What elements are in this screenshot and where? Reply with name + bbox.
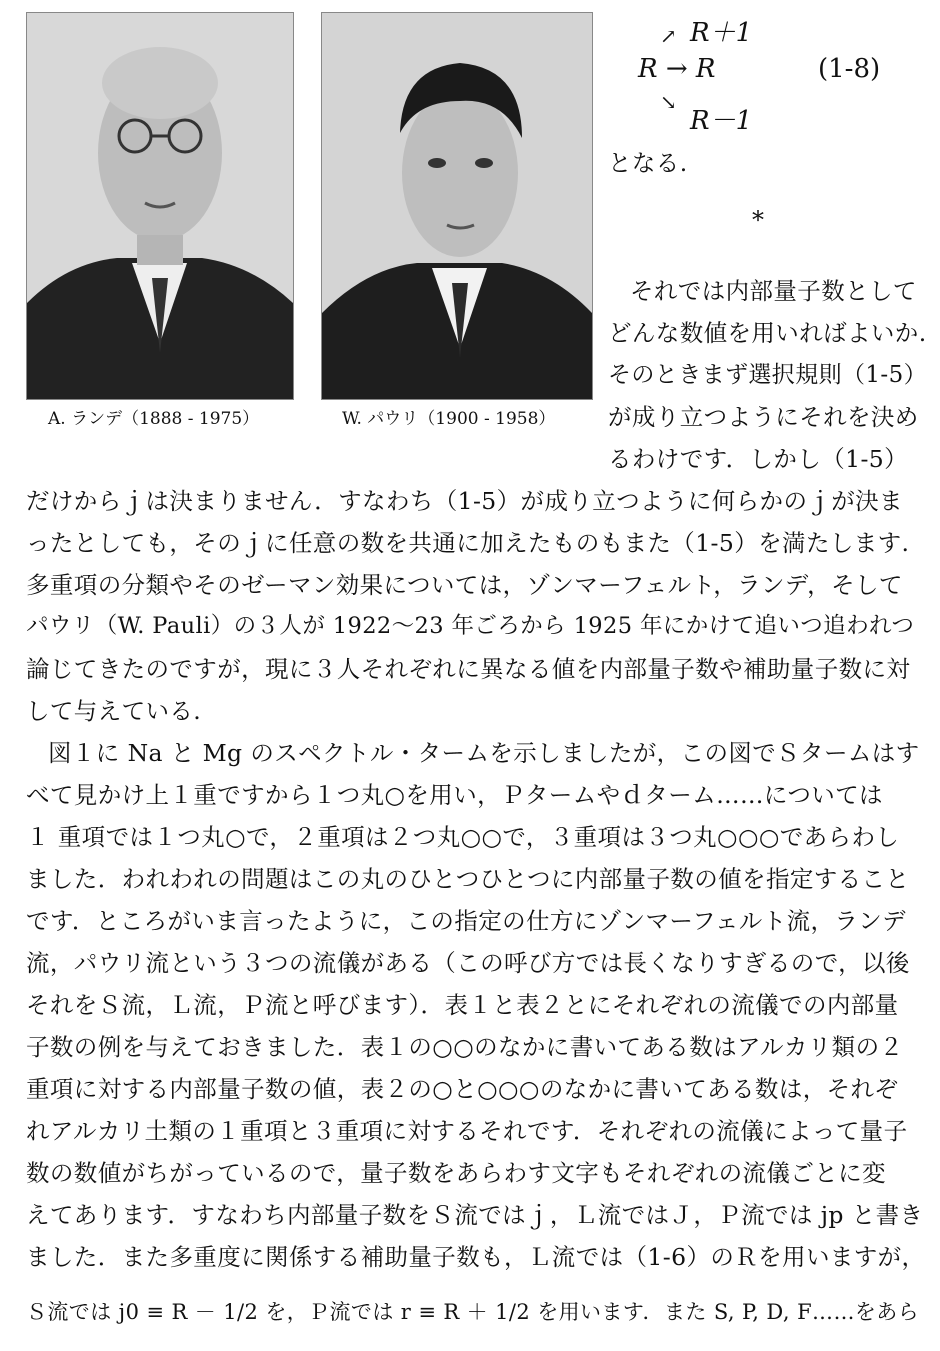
equation-number: (1-8): [818, 54, 881, 84]
arrow-down-right-icon: ↘: [660, 90, 677, 114]
text-line: となる.: [608, 149, 688, 177]
text-line: Ｓ流では j0 ≡ R － 1/2 を，Ｐ流では r ≡ R ＋ 1/2 を用います．また S, P, D, F……をあら: [26, 1300, 920, 1324]
text-line: どんな数値を用いればよいか.: [608, 319, 927, 347]
text-line: ました．われわれの問題はこの丸のひとつひとつに内部量子数の値を指定すること: [26, 865, 910, 893]
caption-pauli: W. パウリ（1900 - 1958）: [342, 409, 556, 429]
text-line: して与えている.: [26, 697, 202, 725]
section-separator: *: [752, 206, 764, 234]
caption-lande: A. ランデ（1888 - 1975）: [48, 409, 260, 429]
text-line: パウリ（W. Pauli）の３人が 1922〜23 年ごろから 1925 年にかけて追いつ追われつ: [26, 613, 915, 639]
equation-1-8: [600, 10, 930, 140]
text-line: ったとしても，そのｊに任意の数を共通に加えたものもまた（1-5）を満たします.: [26, 529, 910, 557]
text-line: べて見かけ上１重ですから１つ丸○を用い，Ｐタームやｄターム……については: [26, 781, 883, 809]
text-line: ました．また多重度に関係する補助量子数も，Ｌ流では（1-6）のＲを用いますが，: [26, 1243, 926, 1271]
portrait-pauli-image: [322, 13, 592, 399]
photo-lande: [26, 12, 294, 400]
text-line: 図１に Na と Mg のスペクトル・タームを示しましたが，この図でＳタームはす: [48, 739, 920, 767]
text-line: だけからｊは決まりません．すなわち（1-5）が成り立つように何らかのｊが決ま: [26, 487, 903, 515]
text-line: 多重項の分類やそのゼーマン効果については，ゾンマーフェルト，ランデ，そして: [26, 571, 903, 599]
text-line: そのときまず選択規則（1-5）: [608, 362, 928, 388]
text-line: １ 重項では１つ丸○で，２重項は２つ丸○○で，３重項は３つ丸○○○であらわし: [26, 823, 900, 851]
arrow-up-right-icon: ↗: [660, 24, 677, 48]
equation-top: R＋1: [690, 18, 753, 48]
portrait-lande-image: [27, 13, 293, 399]
text-line: えてあります．すなわち内部量子数をＳ流ではｊ，Ｌ流ではＪ，Ｐ流では jp と書き: [26, 1201, 924, 1229]
equation-middle: R → R: [638, 54, 716, 84]
text-line: それをＳ流，Ｌ流，Ｐ流と呼びます）．表１と表２とにそれぞれの流儀での内部量: [26, 991, 899, 1019]
photo-pauli: [321, 12, 593, 400]
equation-bottom: R－1: [690, 106, 753, 136]
text-line: それでは内部量子数として: [630, 277, 917, 305]
text-line: 数の数値がちがっているので，量子数をあらわす文字もそれぞれの流儀ごとに変: [26, 1159, 886, 1187]
text-line: 重項に対する内部量子数の値，表２の○と○○○のなかに書いてある数は，それぞ: [26, 1075, 899, 1103]
text-line: れアルカリ土類の１重項と３重項に対するそれです．それぞれの流儀によって量子: [26, 1117, 908, 1145]
text-line: 論じてきたのですが，現に３人それぞれに異なる値を内部量子数や補助量子数に対: [26, 655, 911, 683]
text-line: が成り立つようにそれを決め: [608, 403, 919, 431]
text-line: 子数の例を与えておきました．表１の○○のなかに書いてある数はアルカリ類の２: [26, 1033, 904, 1061]
text-line: です．ところがいま言ったように，この指定の仕方にゾンマーフェルト流，ランデ: [26, 907, 907, 935]
text-line: るわけです．しかし（1-5）: [608, 445, 909, 473]
text-line: 流，パウリ流という３つの流儀がある（この呼び方では長くなりすぎるので，以後: [26, 949, 910, 977]
